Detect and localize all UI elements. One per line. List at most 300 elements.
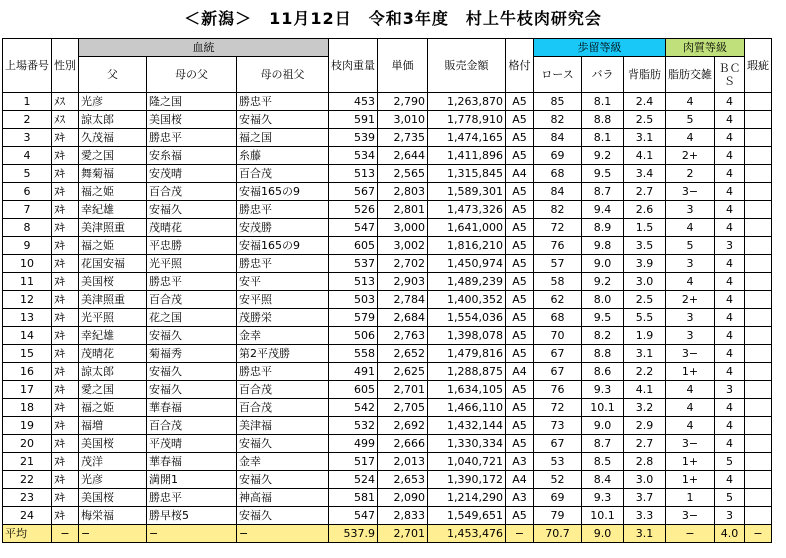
table-row <box>3 111 772 129</box>
cell-rib: 9.2 <box>582 147 624 165</box>
cell-amount: 1,473,326 <box>428 201 506 219</box>
cell-weight: 547 <box>329 507 378 525</box>
cell-amount: 1,489,239 <box>428 273 506 291</box>
cell-defect <box>745 255 772 273</box>
average-dam-grandsire: − <box>237 525 329 543</box>
cell-fat: 3.5 <box>624 237 666 255</box>
cell-price: 2,801 <box>378 201 428 219</box>
cell-dam-sire: 勝忠平 <box>147 129 237 147</box>
cell-amount: 1,398,078 <box>428 327 506 345</box>
cell-dam-grandsire: 勝忠平 <box>237 93 329 111</box>
cell-sex: ﾇｷ <box>52 471 79 489</box>
cell-rib-eye: 69 <box>534 489 582 507</box>
cell-price: 2,653 <box>378 471 428 489</box>
cell-fat: 3.4 <box>624 165 666 183</box>
cell-grade: A5 <box>506 201 534 219</box>
cell-dam-grandsire: 安平照 <box>237 291 329 309</box>
cell-fat: 3.0 <box>624 273 666 291</box>
cell-weight: 542 <box>329 399 378 417</box>
cell-rib-eye: 76 <box>534 381 582 399</box>
cell-dam-grandsire: 安福久 <box>237 435 329 453</box>
cell-price: 2,702 <box>378 255 428 273</box>
cell-rib-eye: 72 <box>534 399 582 417</box>
cell-weight: 539 <box>329 129 378 147</box>
cell-sire: 花国安福 <box>79 255 147 273</box>
cell-fat: 3.1 <box>624 345 666 363</box>
cell-price: 2,784 <box>378 291 428 309</box>
cell-rib-eye: 58 <box>534 273 582 291</box>
cell-price: 2,833 <box>378 507 428 525</box>
cell-dam-sire: 勝忠平 <box>147 273 237 291</box>
cell-rib-eye: 84 <box>534 183 582 201</box>
cell-no: 21 <box>3 453 52 471</box>
cell-sex: ﾇｷ <box>52 165 79 183</box>
cell-bms: 3 <box>666 201 715 219</box>
cell-amount: 1,288,875 <box>428 363 506 381</box>
cell-defect <box>745 291 772 309</box>
cell-fat: 3.2 <box>624 399 666 417</box>
cell-rib-eye: 69 <box>534 147 582 165</box>
cell-dam-sire: 平忠勝 <box>147 237 237 255</box>
cell-no: 17 <box>3 381 52 399</box>
cell-grade: A4 <box>506 471 534 489</box>
header-sex: 性別 <box>52 39 79 93</box>
cell-bcs: 4 <box>715 111 745 129</box>
cell-price: 2,652 <box>378 345 428 363</box>
cell-amount: 1,432,144 <box>428 417 506 435</box>
cell-no: 19 <box>3 417 52 435</box>
average-defect: − <box>745 525 772 543</box>
cell-bms: 4 <box>666 273 715 291</box>
cell-sire: 茂洋 <box>79 453 147 471</box>
table-row <box>3 363 772 381</box>
cell-amount: 1,816,210 <box>428 237 506 255</box>
cell-grade: A5 <box>506 183 534 201</box>
cell-rib: 8.8 <box>582 345 624 363</box>
cell-defect <box>745 507 772 525</box>
cell-amount: 1,466,110 <box>428 399 506 417</box>
cell-price: 2,803 <box>378 183 428 201</box>
cell-no: 8 <box>3 219 52 237</box>
cell-rib-eye: 68 <box>534 165 582 183</box>
cell-bms: 3− <box>666 435 715 453</box>
cell-bcs: 4 <box>715 129 745 147</box>
cell-dam-sire: 百合茂 <box>147 417 237 435</box>
cell-rib: 9.2 <box>582 273 624 291</box>
cell-dam-sire: 勝忠平 <box>147 489 237 507</box>
cell-bcs: 5 <box>715 453 745 471</box>
cell-sex: ﾇｷ <box>52 255 79 273</box>
header-sire: 父 <box>79 57 147 93</box>
table-body <box>3 93 772 543</box>
cell-no: 18 <box>3 399 52 417</box>
cell-rib: 9.3 <box>582 381 624 399</box>
cell-defect <box>745 471 772 489</box>
cell-defect <box>745 219 772 237</box>
cell-price: 2,684 <box>378 309 428 327</box>
header-dam-sire: 母の父 <box>147 57 237 93</box>
cell-dam-sire: 安糸福 <box>147 147 237 165</box>
cell-no: 1 <box>3 93 52 111</box>
table-row <box>3 399 772 417</box>
table-row <box>3 417 772 435</box>
cell-dam-sire: 華春福 <box>147 453 237 471</box>
cell-sire: 光彦 <box>79 471 147 489</box>
cell-sire: 光平照 <box>79 309 147 327</box>
cell-rib: 8.1 <box>582 93 624 111</box>
cell-price: 2,790 <box>378 93 428 111</box>
cell-bms: 1+ <box>666 363 715 381</box>
cell-grade: A5 <box>506 417 534 435</box>
cell-weight: 453 <box>329 93 378 111</box>
cell-sire: 茂晴花 <box>79 345 147 363</box>
cell-fat: 2.5 <box>624 111 666 129</box>
cell-fat: 2.2 <box>624 363 666 381</box>
cell-amount: 1,778,910 <box>428 111 506 129</box>
cell-defect <box>745 435 772 453</box>
cell-bms: 4 <box>666 93 715 111</box>
cell-sex: ﾒｽ <box>52 93 79 111</box>
cell-dam-grandsire: 安茂勝 <box>237 219 329 237</box>
cell-dam-grandsire: 茂勝栄 <box>237 309 329 327</box>
cell-bcs: 4 <box>715 327 745 345</box>
cell-bcs: 4 <box>715 165 745 183</box>
header-grade: 格付 <box>506 39 534 93</box>
cell-bms: 4 <box>666 381 715 399</box>
cell-no: 23 <box>3 489 52 507</box>
cell-no: 20 <box>3 435 52 453</box>
cell-price: 2,565 <box>378 165 428 183</box>
cell-fat: 2.6 <box>624 201 666 219</box>
cell-no: 16 <box>3 363 52 381</box>
cell-grade: A5 <box>506 255 534 273</box>
header-bcs: ＢＣＳ <box>715 57 745 93</box>
cell-bms: 1+ <box>666 453 715 471</box>
cell-bms: 4 <box>666 219 715 237</box>
cell-no: 12 <box>3 291 52 309</box>
cell-sex: ﾇｷ <box>52 147 79 165</box>
cell-defect <box>745 237 772 255</box>
cell-amount: 1,400,352 <box>428 291 506 309</box>
cell-bcs: 4 <box>715 417 745 435</box>
cell-fat: 3.0 <box>624 471 666 489</box>
header-bloodline: 血統 <box>79 39 329 57</box>
cell-rib: 8.9 <box>582 219 624 237</box>
cell-bms: 3− <box>666 183 715 201</box>
cell-amount: 1,040,721 <box>428 453 506 471</box>
cell-no: 4 <box>3 147 52 165</box>
cell-bcs: 4 <box>715 363 745 381</box>
cell-rib-eye: 72 <box>534 219 582 237</box>
cell-rib-eye: 52 <box>534 471 582 489</box>
cell-dam-sire: 安福久 <box>147 327 237 345</box>
cell-sire: 梅栄福 <box>79 507 147 525</box>
cell-sex: ﾇｷ <box>52 309 79 327</box>
cell-dam-sire: 勝早桜5 <box>147 507 237 525</box>
cell-sex: ﾇｷ <box>52 183 79 201</box>
cell-amount: 1,479,816 <box>428 345 506 363</box>
cell-bms: 1+ <box>666 471 715 489</box>
average-rib: 9.0 <box>582 525 624 543</box>
cell-sex: ﾇｷ <box>52 219 79 237</box>
cell-sex: ﾒｽ <box>52 111 79 129</box>
cell-dam-sire: 満開1 <box>147 471 237 489</box>
cell-bcs: 4 <box>715 147 745 165</box>
cell-rib-eye: 82 <box>534 111 582 129</box>
cell-dam-grandsire: 第2平茂勝 <box>237 345 329 363</box>
cell-rib: 9.0 <box>582 417 624 435</box>
cell-rib-eye: 85 <box>534 93 582 111</box>
header-weight: 枝肉重量 <box>329 39 378 93</box>
cell-rib-eye: 57 <box>534 255 582 273</box>
cell-weight: 526 <box>329 201 378 219</box>
cell-defect <box>745 273 772 291</box>
cell-defect <box>745 129 772 147</box>
cell-no: 11 <box>3 273 52 291</box>
cell-grade: A3 <box>506 489 534 507</box>
cell-bcs: 4 <box>715 183 745 201</box>
cell-rib: 9.0 <box>582 255 624 273</box>
auction-results-table <box>2 38 772 543</box>
cell-fat: 3.1 <box>624 129 666 147</box>
cell-rib: 8.7 <box>582 435 624 453</box>
average-fat: 3.1 <box>624 525 666 543</box>
cell-dam-sire: 安福久 <box>147 381 237 399</box>
cell-dam-grandsire: 勝忠平 <box>237 363 329 381</box>
average-label: 平均 <box>3 525 52 543</box>
cell-fat: 2.5 <box>624 291 666 309</box>
cell-sire: 光彦 <box>79 93 147 111</box>
cell-bcs: 3 <box>715 237 745 255</box>
cell-price: 2,090 <box>378 489 428 507</box>
cell-dam-grandsire: 安福165の9 <box>237 183 329 201</box>
cell-rib: 8.4 <box>582 471 624 489</box>
cell-grade: A4 <box>506 165 534 183</box>
table-row <box>3 327 772 345</box>
cell-defect <box>745 489 772 507</box>
cell-bms: 3− <box>666 507 715 525</box>
cell-rib-eye: 62 <box>534 291 582 309</box>
header-dam-grandsire: 母の祖父 <box>237 57 329 93</box>
cell-grade: A3 <box>506 453 534 471</box>
table-row <box>3 381 772 399</box>
cell-rib-eye: 53 <box>534 453 582 471</box>
cell-rib-eye: 84 <box>534 129 582 147</box>
cell-no: 22 <box>3 471 52 489</box>
cell-bms: 2 <box>666 165 715 183</box>
cell-defect <box>745 345 772 363</box>
cell-bcs: 4 <box>715 435 745 453</box>
cell-dam-sire: 華春福 <box>147 399 237 417</box>
cell-dam-grandsire: 福之国 <box>237 129 329 147</box>
cell-dam-sire: 花之国 <box>147 309 237 327</box>
cell-rib-eye: 76 <box>534 237 582 255</box>
cell-weight: 503 <box>329 291 378 309</box>
page-title: ＜新潟＞ 11月12日 令和3年度 村上牛枝肉研究会 <box>184 9 602 28</box>
cell-dam-grandsire: 勝忠平 <box>237 255 329 273</box>
cell-grade: A5 <box>506 93 534 111</box>
cell-price: 2,013 <box>378 453 428 471</box>
cell-bms: 4 <box>666 399 715 417</box>
cell-fat: 2.4 <box>624 93 666 111</box>
cell-sire: 愛之国 <box>79 147 147 165</box>
cell-rib: 10.1 <box>582 399 624 417</box>
cell-rib: 8.5 <box>582 453 624 471</box>
cell-amount: 1,450,974 <box>428 255 506 273</box>
cell-dam-sire: 安福久 <box>147 201 237 219</box>
cell-sex: ﾇｷ <box>52 273 79 291</box>
average-sex: − <box>52 525 79 543</box>
cell-bcs: 4 <box>715 201 745 219</box>
cell-sex: ﾇｷ <box>52 345 79 363</box>
header-sales-amount: 販売金額 <box>428 39 506 93</box>
cell-fat: 2.9 <box>624 417 666 435</box>
cell-rib: 8.2 <box>582 327 624 345</box>
cell-sire: 諒太郎 <box>79 111 147 129</box>
cell-defect <box>745 309 772 327</box>
cell-sire: 舞菊福 <box>79 165 147 183</box>
cell-bms: 3 <box>666 309 715 327</box>
cell-price: 2,692 <box>378 417 428 435</box>
table-row <box>3 165 772 183</box>
cell-dam-grandsire: 安平 <box>237 273 329 291</box>
cell-rib-eye: 79 <box>534 507 582 525</box>
cell-price: 2,666 <box>378 435 428 453</box>
cell-amount: 1,411,896 <box>428 147 506 165</box>
average-bms: − <box>666 525 715 543</box>
table-row <box>3 237 772 255</box>
cell-dam-sire: 茂晴花 <box>147 219 237 237</box>
cell-bms: 3− <box>666 345 715 363</box>
cell-defect <box>745 453 772 471</box>
cell-sire: 幸紀雄 <box>79 327 147 345</box>
cell-dam-sire: 安茂晴 <box>147 165 237 183</box>
cell-fat: 5.5 <box>624 309 666 327</box>
cell-bcs: 4 <box>715 309 745 327</box>
average-sire: − <box>79 525 147 543</box>
cell-dam-sire: 光平照 <box>147 255 237 273</box>
cell-fat: 3.9 <box>624 255 666 273</box>
cell-weight: 534 <box>329 147 378 165</box>
cell-amount: 1,390,172 <box>428 471 506 489</box>
cell-fat: 2.7 <box>624 183 666 201</box>
cell-fat: 4.1 <box>624 381 666 399</box>
table-row <box>3 201 772 219</box>
table-row <box>3 129 772 147</box>
cell-dam-grandsire: 安福久 <box>237 471 329 489</box>
cell-bms: 2+ <box>666 291 715 309</box>
cell-no: 3 <box>3 129 52 147</box>
cell-defect <box>745 111 772 129</box>
cell-weight: 532 <box>329 417 378 435</box>
average-price: 2,701 <box>378 525 428 543</box>
cell-bcs: 4 <box>715 345 745 363</box>
cell-sex: ﾇｷ <box>52 237 79 255</box>
cell-price: 2,735 <box>378 129 428 147</box>
cell-no: 5 <box>3 165 52 183</box>
cell-defect <box>745 183 772 201</box>
cell-weight: 499 <box>329 435 378 453</box>
cell-rib-eye: 70 <box>534 327 582 345</box>
cell-defect <box>745 363 772 381</box>
cell-fat: 2.8 <box>624 453 666 471</box>
table-row <box>3 489 772 507</box>
cell-rib-eye: 67 <box>534 435 582 453</box>
cell-bcs: 4 <box>715 399 745 417</box>
cell-grade: A5 <box>506 111 534 129</box>
cell-dam-grandsire: 安福久 <box>237 507 329 525</box>
cell-weight: 558 <box>329 345 378 363</box>
cell-no: 9 <box>3 237 52 255</box>
cell-rib: 10.1 <box>582 507 624 525</box>
cell-dam-grandsire: 安福久 <box>237 111 329 129</box>
cell-bms: 4 <box>666 417 715 435</box>
cell-rib: 8.8 <box>582 111 624 129</box>
average-amount: 1,453,476 <box>428 525 506 543</box>
table-row <box>3 93 772 111</box>
cell-sex: ﾇｷ <box>52 201 79 219</box>
cell-weight: 605 <box>329 381 378 399</box>
cell-grade: A5 <box>506 435 534 453</box>
cell-dam-sire: 菊福秀 <box>147 345 237 363</box>
cell-sex: ﾇｷ <box>52 381 79 399</box>
cell-bms: 3 <box>666 255 715 273</box>
cell-price: 2,763 <box>378 327 428 345</box>
cell-dam-grandsire: 勝忠平 <box>237 201 329 219</box>
cell-rib: 9.8 <box>582 237 624 255</box>
cell-dam-grandsire: 安福165の9 <box>237 237 329 255</box>
cell-weight: 506 <box>329 327 378 345</box>
cell-rib-eye: 67 <box>534 363 582 381</box>
cell-bcs: 3 <box>715 381 745 399</box>
cell-bms: 5 <box>666 111 715 129</box>
table-row <box>3 147 772 165</box>
cell-rib: 8.7 <box>582 183 624 201</box>
cell-weight: 513 <box>329 165 378 183</box>
cell-weight: 537 <box>329 255 378 273</box>
cell-dam-sire: 隆之国 <box>147 93 237 111</box>
cell-sex: ﾇｷ <box>52 327 79 345</box>
cell-no: 15 <box>3 345 52 363</box>
cell-weight: 517 <box>329 453 378 471</box>
header-lot: 上場番号 <box>3 39 52 93</box>
cell-grade: A5 <box>506 291 534 309</box>
cell-bms: 2+ <box>666 147 715 165</box>
cell-sex: ﾇｷ <box>52 399 79 417</box>
cell-grade: A5 <box>506 147 534 165</box>
cell-sire: 美国桜 <box>79 489 147 507</box>
cell-rib-eye: 82 <box>534 201 582 219</box>
header-rib-eye: ロース <box>534 57 582 93</box>
cell-bcs: 4 <box>715 291 745 309</box>
cell-rib: 9.5 <box>582 309 624 327</box>
cell-sire: 美津照重 <box>79 291 147 309</box>
table-row <box>3 309 772 327</box>
cell-sex: ﾇｷ <box>52 363 79 381</box>
cell-fat: 2.7 <box>624 435 666 453</box>
cell-sire: 幸紀雄 <box>79 201 147 219</box>
cell-dam-sire: 百合茂 <box>147 291 237 309</box>
cell-price: 3,010 <box>378 111 428 129</box>
cell-defect <box>745 201 772 219</box>
cell-bcs: 4 <box>715 255 745 273</box>
cell-dam-sire: 平茂晴 <box>147 435 237 453</box>
cell-amount: 1,214,290 <box>428 489 506 507</box>
cell-grade: A4 <box>506 363 534 381</box>
cell-sire: 美国桜 <box>79 435 147 453</box>
cell-sire: 美国桜 <box>79 273 147 291</box>
table-row <box>3 291 772 309</box>
